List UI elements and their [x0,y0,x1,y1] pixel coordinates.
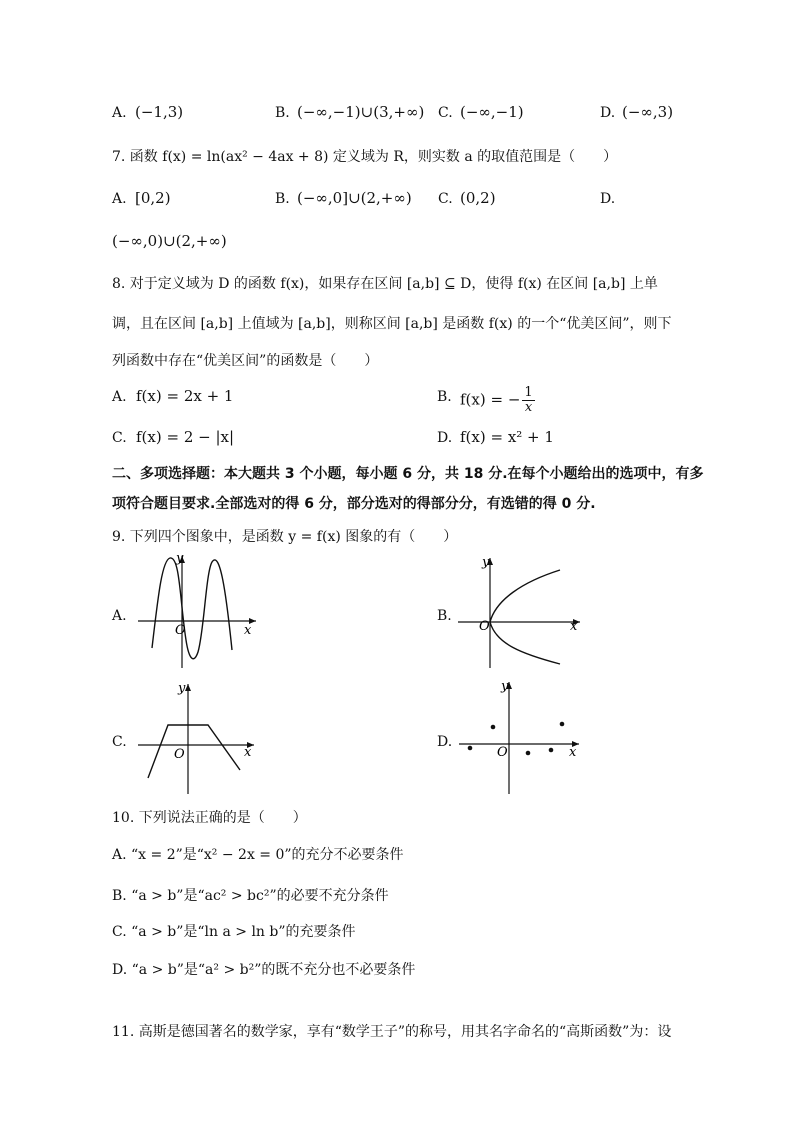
q6-option-c-label: C. [438,105,453,121]
q8-option-d: f(x) = x² + 1 [460,428,554,446]
q7-option-b-label: B. [275,191,290,207]
q6-option-d: (−∞,3) [622,103,674,121]
q9-graph-a-y-label: y [176,552,184,566]
q9-graph-b [452,552,586,670]
q9-graph-d [455,678,585,796]
q10-option-a: A. “x = 2”是“x² − 2x = 0”的充分不必要条件 [112,847,404,863]
q8-option-b-prefix: f(x) = − [460,390,521,409]
q9-graph-d-point [491,725,496,730]
q7-option-c-label: C. [438,191,453,207]
q7-option-b: (−∞,0]∪(2,+∞) [297,189,412,207]
q8-option-b [460,386,535,415]
q9-option-d-label: D. [437,734,453,750]
q8-option-b-numerator: 1 [524,385,533,400]
q9-graph-c-origin: O [174,747,185,762]
q6-option-a: (−1,3) [135,103,184,121]
q9-stem: 9. 下列四个图象中，是函数 y = f(x) 图象的有（ ） [112,529,458,545]
q9-graph-c-x-label: x [244,745,252,760]
q8-option-b-denominator: x [524,400,533,415]
q10-option-c: C. “a > b”是“ln a > ln b”的充要条件 [112,924,356,940]
q10-option-d: D. “a > b”是“a² > b²”的既不充分也不必要条件 [112,962,416,978]
q9-graph-c-y-label: y [178,681,186,696]
section2-heading-line2: 项符合题目要求.全部选对的得 6 分，部分选对的得部分分，有选错的得 0 分. [112,496,596,512]
q7-option-c: (0,2) [460,189,496,207]
q9-graph-c-curve [148,725,240,778]
q9-graph-b-origin: O [479,619,490,634]
q8-stem-line3: 列函数中存在“优美区间”的函数是（ ） [112,353,379,369]
q9-graph-c [130,678,264,796]
q8-option-a: f(x) = 2x + 1 [136,387,234,405]
q8-option-a-label: A. [112,389,127,405]
q6-option-b: (−∞,−1)∪(3,+∞) [297,103,425,121]
q7-option-d-label: D. [600,191,616,207]
q9-option-a-label: A. [112,608,127,624]
q11-stem: 11. 高斯是德国著名的数学家，享有“数学王子”的称号，用其名字命名的“高斯函数”为：设 [112,1024,672,1040]
q8-option-b-fraction [522,386,534,415]
q9-graph-b-y-label: y [482,555,490,570]
q7-option-a: [0,2) [135,189,171,207]
q8-stem-line2: 调，且在区间 [a,b] 上值域为 [a,b]，则称区间 [a,b] 是函数 f(x) 的一个“优美区间”，则下 [112,316,672,332]
q8-option-c-label: C. [112,430,127,446]
q9-graph-a-x-label: x [244,623,252,638]
q6-option-c: (−∞,−1) [460,103,524,121]
q8-option-c: f(x) = 2 − |x| [136,428,235,446]
q9-graph-a [128,552,264,670]
q9-graph-d-point [549,748,554,753]
q9-graph-d-x-label: x [569,745,577,760]
section2-heading-line1: 二、多项选择题：本大题共 3 个小题，每小题 6 分，共 18 分.在每个小题给出的选项中，有多 [112,466,704,482]
q7-option-a-label: A. [112,191,127,207]
q9-graph-d-origin: O [497,745,508,760]
q9-graph-b-x-label: x [570,619,578,634]
q6-option-d-label: D. [600,105,616,121]
q9-graph-b-curve [490,570,560,664]
q10-option-b: B. “a > b”是“ac² > bc²”的必要不充分条件 [112,888,389,904]
q9-graph-d-point [526,751,531,756]
q10-stem: 10. 下列说法正确的是（ ） [112,810,307,826]
q9-option-c-label: C. [112,734,127,750]
q8-option-d-label: D. [437,430,453,446]
q9-option-b-label: B. [437,608,452,624]
q7-option-d: (−∞,0)∪(2,+∞) [112,232,227,250]
q8-option-b-label: B. [437,389,452,405]
q6-option-a-label: A. [112,105,127,121]
q9-graph-a-origin: O [175,623,186,638]
q9-graph-d-y-label: y [501,679,509,694]
q7-stem: 7. 函数 f(x) = ln(ax² − 4ax + 8) 定义域为 R，则实数 a 的取值范围是（ ） [112,149,618,165]
q8-stem-line1: 8. 对于定义域为 D 的函数 f(x)，如果存在区间 [a,b] ⊆ D，使得 f(x) 在区间 [a,b] 上单 [112,276,658,292]
q9-graph-d-point [468,746,473,751]
q6-option-b-label: B. [275,105,290,121]
q9-graph-d-point [560,722,565,727]
q9-graph-a-curve [152,558,232,659]
